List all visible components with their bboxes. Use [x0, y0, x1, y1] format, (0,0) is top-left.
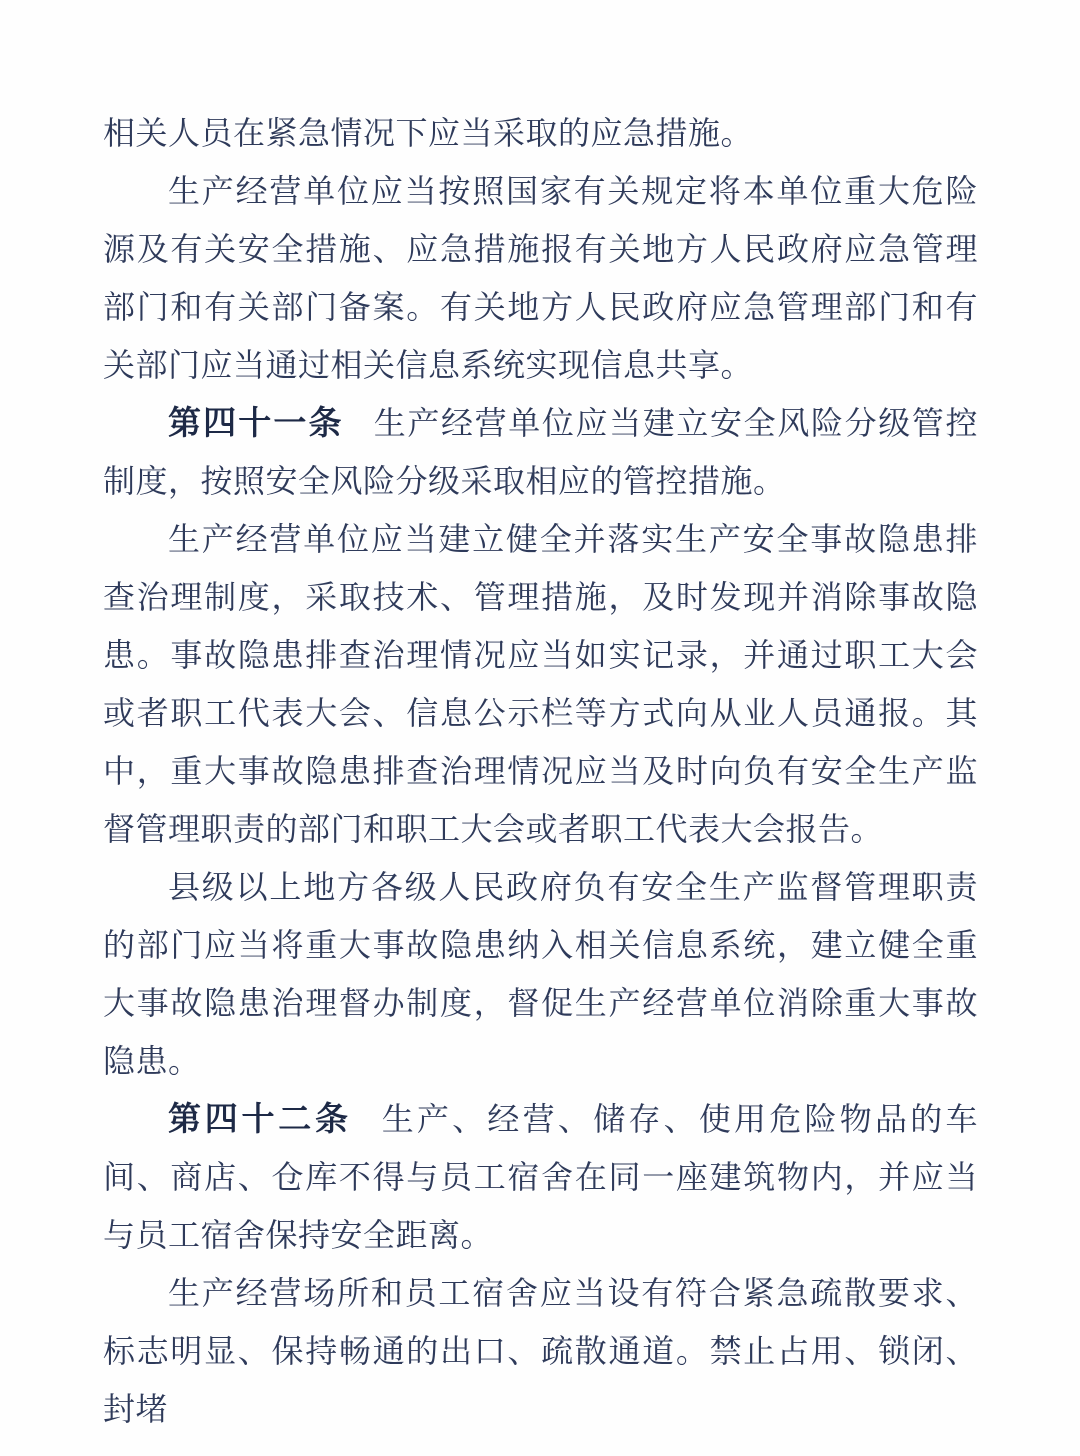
body-paragraph: [103, 510, 978, 858]
article-number-label: 第四十一条: [168, 403, 344, 442]
body-paragraph: [103, 858, 978, 1090]
paragraph-text: 相关人员在紧急情况下应当采取的应急措施。: [103, 114, 754, 152]
paragraph-text: 生产经营单位应当按照国家有关规定将本单位重大危险源及有关安全措施、应急措施报有关地方人民政府应急管理部门和有关部门备案。有关地方人民政府应急管理部门和有关部门应当通过相关信息系统实现信息共享。: [103, 172, 978, 384]
body-paragraph: [103, 1264, 978, 1438]
paragraph-text: 生产、经营、储存、使用危险物品的车间、商店、仓库不得与员工宿舍在同一座建筑物内，并应当与员工宿舍保持安全距离。: [103, 1100, 978, 1254]
body-paragraph: [103, 104, 978, 162]
paragraph-text: 县级以上地方各级人民政府负有安全生产监督管理职责的部门应当将重大事故隐患纳入相关信息系统，建立健全重大事故隐患治理督办制度，督促生产经营单位消除重大事故隐患。: [103, 868, 978, 1080]
paragraph-text: 生产经营场所和员工宿舍应当设有符合紧急疏散要求、标志明显、保持畅通的出口、疏散通道。禁止占用、锁闭、封堵: [103, 1274, 978, 1428]
paragraph-text: 生产经营单位应当建立健全并落实生产安全事故隐患排查治理制度，采取技术、管理措施，及时发现并消除事故隐患。事故隐患排查治理情况应当如实记录，并通过职工大会或者职工代表大会、信息公示栏等方式向从业人员通报。其中，重大事故隐患排查治理情况应当及时向负有安全生产监督管理职责的部门和职工大会或者职工代表大会报告。: [103, 520, 978, 848]
paragraph-text: 生产经营单位应当建立安全风险分级管控制度，按照安全风险分级采取相应的管控措施。: [103, 404, 978, 500]
document-body: [103, 104, 978, 1438]
body-paragraph: [103, 162, 978, 394]
article-paragraph: [103, 1090, 978, 1264]
article-number-label: 第四十二条: [168, 1099, 352, 1138]
article-paragraph: [103, 394, 978, 510]
